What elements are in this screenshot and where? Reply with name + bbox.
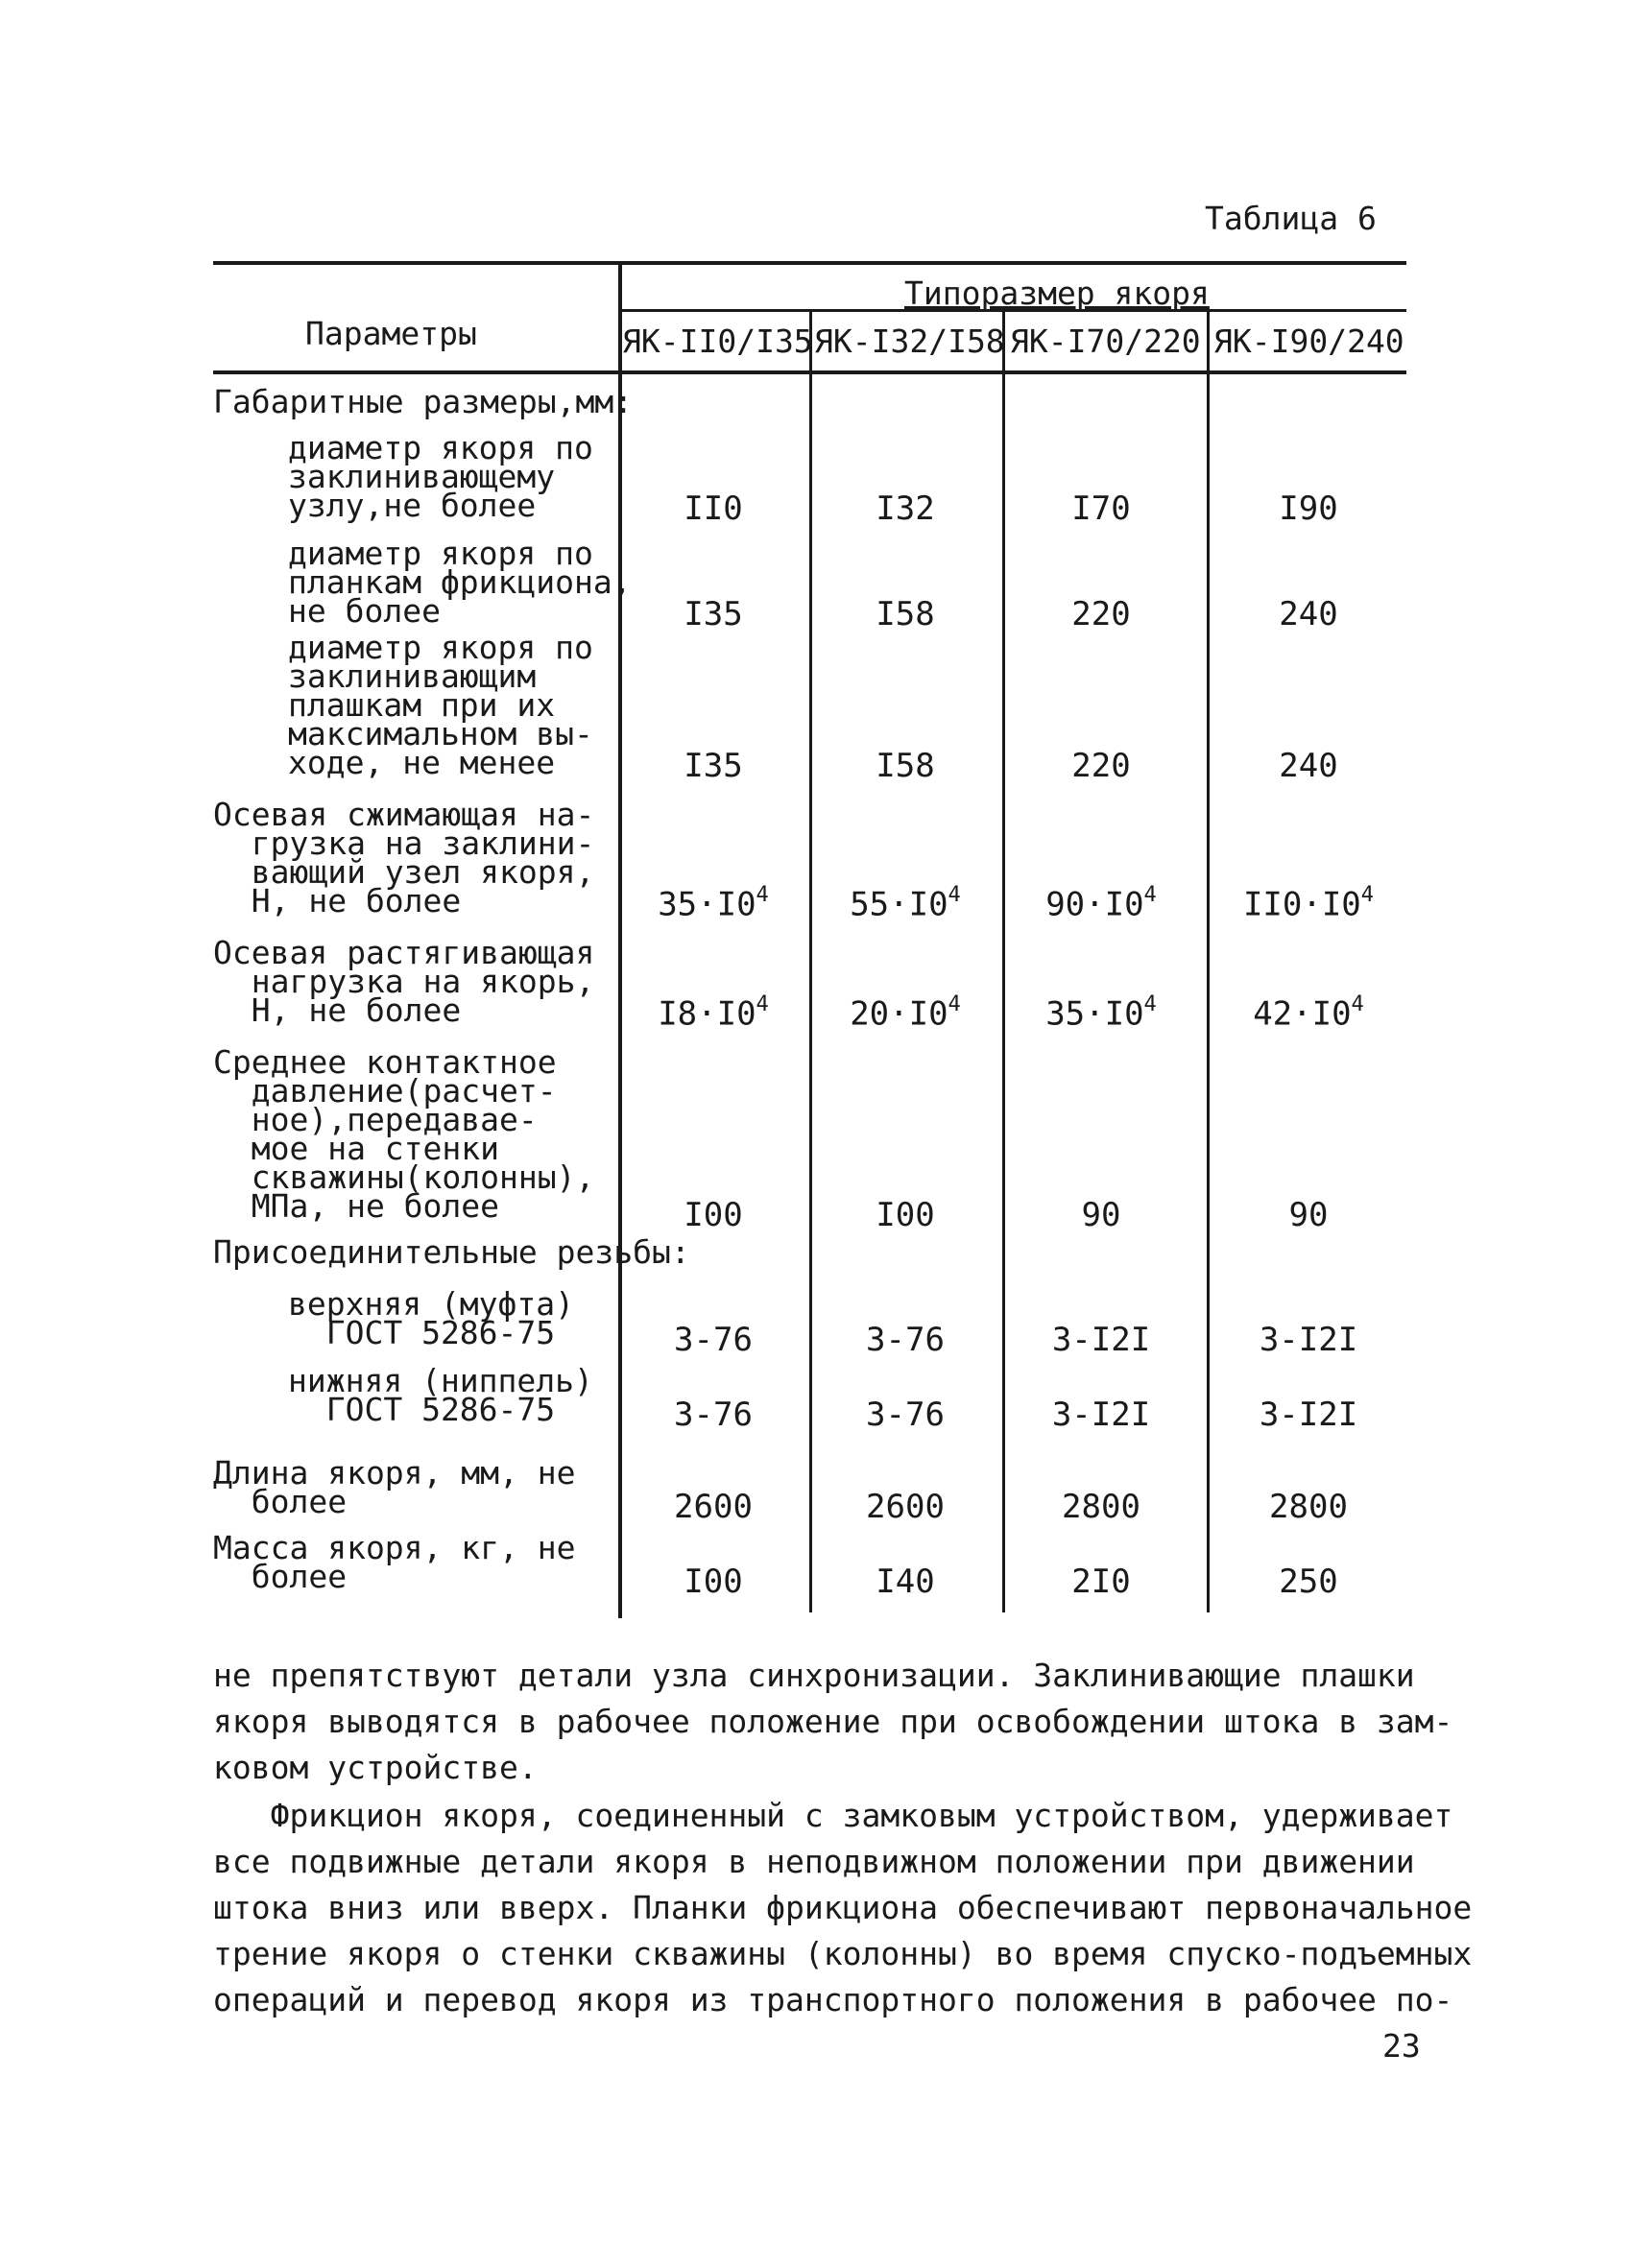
cell-r6-c2: I00 [876,1196,935,1234]
cell-r5-c1-mantissa: I8·I0 [658,994,756,1034]
cell-r6-c3: 90 [1081,1196,1121,1234]
cell-r5-c1 [622,994,804,1033]
section-dimensions: Габаритные размеры,мм: [213,383,634,420]
cell-r5-c1-exp: 4 [756,992,769,1016]
row-label-1: диаметр якоря по заклинивающему узлу,не более [288,429,593,524]
header-col-3: ЯК-I70/220 [1010,322,1201,360]
header-col-1: ЯК-II0/I35 [622,322,813,360]
cell-r9-c1: 2600 [674,1488,753,1526]
row-label-3: диаметр якоря по заклинивающим плашкам при их максимальном вы- ходе, не менее [288,629,593,781]
header-param: Параметры [305,315,477,352]
cell-r8-c2: З-76 [866,1396,945,1434]
row-label-5: Осевая растягивающая нагрузка на якорь, Н, не более [213,934,595,1029]
cell-r10-c4: 250 [1279,1563,1338,1601]
cell-r5-c3 [1010,994,1192,1033]
page-number: 23 [1382,2027,1421,2065]
cell-r4-c1-exp: 4 [756,883,769,907]
cell-r4-c3-exp: 4 [1143,883,1157,907]
cell-r4-c3 [1010,885,1192,923]
cell-r9-c3: 2800 [1062,1488,1140,1526]
column-divider-1 [809,309,812,1612]
cell-r4-c2 [814,885,996,923]
cell-r4-c3-mantissa: 90·I0 [1045,885,1144,924]
row-label-10: Масса якоря, кг, не более [213,1529,576,1595]
row-label-2: диаметр якоря по планкам фрикциона, не более [288,535,632,630]
cell-r7-c2: З-76 [866,1321,945,1359]
cell-r5-c2-exp: 4 [948,992,961,1016]
cell-r4-c2-exp: 4 [948,883,961,907]
cell-r2-c2: I58 [876,595,935,633]
cell-r5-c4-mantissa: 42·I0 [1253,994,1352,1034]
cell-r4-c4-mantissa: II0·I0 [1242,885,1361,924]
cell-r4-c1-mantissa: 35·I0 [658,885,756,924]
row-label-8: нижняя (ниппель) ГОСТ 5286-75 [288,1362,593,1428]
cell-r9-c2: 2600 [866,1488,945,1526]
cell-r3-c1: I35 [684,747,743,785]
section-threads: Присоединительные резьбы: [213,1233,690,1271]
cell-r6-c1: I00 [684,1196,743,1234]
cell-r4-c1 [622,885,804,923]
cell-r10-c1: I00 [684,1563,743,1601]
cell-r5-c4-exp: 4 [1351,992,1364,1016]
cell-r3-c3: 220 [1071,747,1131,785]
cell-r4-c4-exp: 4 [1360,883,1375,907]
row-label-7: верхняя (муфта) ГОСТ 5286-75 [288,1285,575,1351]
cell-r8-c1: З-76 [674,1396,753,1434]
cell-r7-c1: З-76 [674,1321,753,1359]
cell-r4-c2-mantissa: 55·I0 [850,885,948,924]
cell-r4-c4 [1217,885,1400,923]
cell-r5-c2-mantissa: 20·I0 [850,994,948,1034]
cell-r2-c3: 220 [1071,595,1131,633]
table-top-rule [213,261,1406,265]
paragraph-2: Фрикцион якоря, соединенный с замковым устройством, удерживает все подвижные детали якоря в неподвижном положении при движении штока вниз или вверх. Планки фрикциона обеспечивают первоначальное трение якоря о стенки скважины (колонны) во время спуско-подъемных операций и перевод якоря из транспортного положения в рабочее по- [213,1797,1473,2018]
cell-r3-c2: I58 [876,747,935,785]
cell-r8-c3: З-I2I [1051,1396,1151,1434]
cell-r1-c4: I90 [1279,489,1338,528]
paragraph-1: не препятствуют детали узла синхронизации. Заклинивающие плашки якоря выводятся в рабочее положение при освобождении штока в зам- ковом устройстве. [213,1657,1453,1786]
row-label-6: Среднее контактное давление(расчет- ное),передавае- мое на стенки скважины(колонны), МПа, не более [213,1043,595,1225]
row-label-4: Осевая сжимающая на- грузка на заклини- вающий узел якоря, Н, не более [213,796,595,919]
cell-r10-c2: I40 [876,1563,935,1601]
cell-r3-c4: 240 [1279,747,1338,785]
cell-r9-c4: 2800 [1269,1488,1348,1526]
cell-r7-c4: З-I2I [1259,1321,1358,1359]
cell-r5-c3-mantissa: 35·I0 [1045,994,1144,1034]
row-label-9: Длина якоря, мм, не более [213,1454,576,1520]
cell-r7-c3: З-I2I [1051,1321,1151,1359]
header-group: Типоразмер якоря [904,275,1210,312]
cell-r5-c4 [1217,994,1400,1033]
cell-r2-c4: 240 [1279,595,1338,633]
column-divider-2 [1002,309,1005,1612]
table-caption: Таблица 6 [1205,200,1377,237]
cell-r1-c1: II0 [684,489,743,528]
cell-r1-c2: I32 [876,489,935,528]
cell-r1-c3: I70 [1071,489,1131,528]
cell-r5-c3-exp: 4 [1143,992,1157,1016]
header-col-4: ЯК-I90/240 [1213,322,1404,360]
cell-r6-c4: 90 [1288,1196,1329,1234]
header-col-2: ЯК-I32/I58 [814,322,1005,360]
cell-r2-c1: I35 [684,595,743,633]
cell-r10-c3: 2I0 [1071,1563,1131,1601]
cell-r8-c4: З-I2I [1259,1396,1358,1434]
column-divider-3 [1207,309,1210,1612]
cell-r5-c2 [814,994,996,1033]
